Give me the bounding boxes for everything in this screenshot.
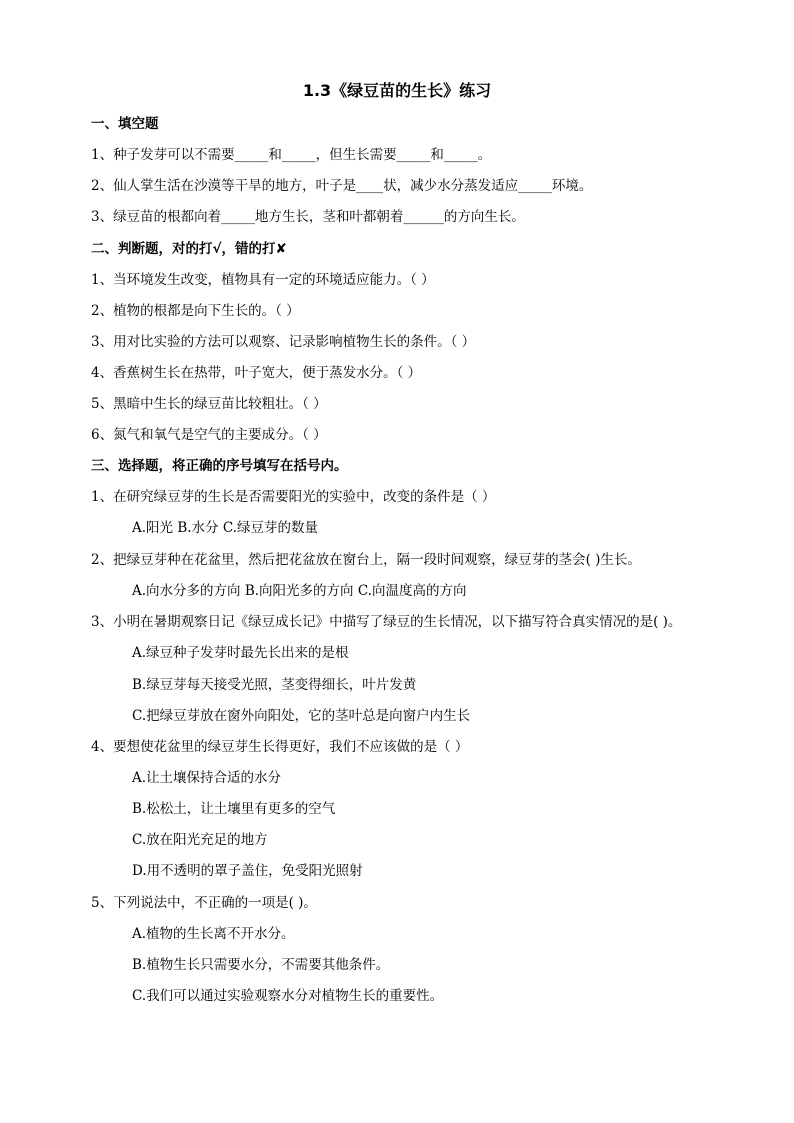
judge-question-6: 6、氮气和氧气是空气的主要成分。（ ） (91, 427, 327, 443)
section-heading-fill: 一、填空题 (91, 116, 159, 132)
choice-question-2: 2、把绿豆芽种在花盆里，然后把花盆放在窗台上，隔一段时间观察，绿豆芽的茎会( )生长。 (91, 552, 641, 568)
choice-question-2-options: A.向水分多的方向 B.向阳光多的方向 C.向温度高的方向 (132, 583, 467, 599)
choice-question-5-option-a: A.植物的生长离不开水分。 (132, 926, 295, 942)
judge-question-3: 3、用对比实验的方法可以观察、记录影响植物生长的条件。（ ） (91, 334, 476, 350)
choice-question-3-option-b: B.绿豆芽每天接受光照，茎变得细长，叶片发黄 (132, 677, 417, 693)
choice-question-4-option-a: A.让土壤保持合适的水分 (132, 770, 282, 786)
choice-question-5-option-b: B.植物生长只需要水分，不需要其他条件。 (132, 957, 390, 973)
choice-question-4-option-c: C.放在阳光充足的地方 (132, 832, 268, 848)
judge-question-4: 4、香蕉树生长在热带，叶子宽大，便于蒸发水分。（ ） (91, 365, 422, 381)
choice-question-4-option-d: D.用不透明的罩子盖住，免受阳光照射 (132, 863, 363, 879)
choice-question-1-options: A.阳光 B.水分 C.绿豆芽的数量 (132, 520, 318, 536)
fill-question-2: 2、仙人掌生活在沙漠等干旱的地方，叶子是____状，减少水分蒸发适应_____环境。 (91, 178, 593, 194)
judge-question-2: 2、植物的根都是向下生长的。（ ） (91, 303, 300, 319)
choice-question-4-option-b: B.松松土，让土壤里有更多的空气 (132, 801, 336, 817)
choice-question-3-option-a: A.绿豆种子发芽时最先长出来的是根 (132, 645, 349, 661)
page-title: 1.3《绿豆苗的生长》练习 (302, 81, 492, 100)
section-heading-choice: 三、选择题，将正确的序号填写在括号内。 (91, 458, 348, 474)
judge-question-5: 5、黑暗中生长的绿豆苗比较粗壮。（ ） (91, 396, 327, 412)
choice-question-3-option-c: C.把绿豆芽放在窗外向阳处，它的茎叶总是向窗户内生长 (132, 708, 471, 724)
fill-question-3: 3、绿豆苗的根都向着_____地方生长，茎和叶都朝着______的方向生长。 (91, 209, 525, 225)
choice-question-4: 4、要想使花盆里的绿豆芽生长得更好，我们不应该做的是（ ） (91, 739, 469, 755)
choice-question-5: 5、下列说法中，不正确的一项是( )。 (91, 895, 317, 911)
section-heading-judge: 二、判断题，对的打√，错的打✘ (91, 241, 287, 257)
choice-question-5-option-c: C.我们可以通过实验观察水分对植物生长的重要性。 (132, 988, 444, 1004)
choice-question-3: 3、小明在暑期观察日记《绿豆成长记》中描写了绿豆的生长情况，以下描写符合真实情况的是( )。 (91, 614, 682, 630)
choice-question-1: 1、在研究绿豆芽的生长是否需要阳光的实验中，改变的条件是（ ） (91, 489, 496, 505)
judge-question-1: 1、当环境发生改变，植物具有一定的环境适应能力。（ ） (91, 272, 435, 288)
fill-question-1: 1、种子发芽可以不需要_____和_____，但生长需要_____和_____。 (91, 147, 492, 163)
